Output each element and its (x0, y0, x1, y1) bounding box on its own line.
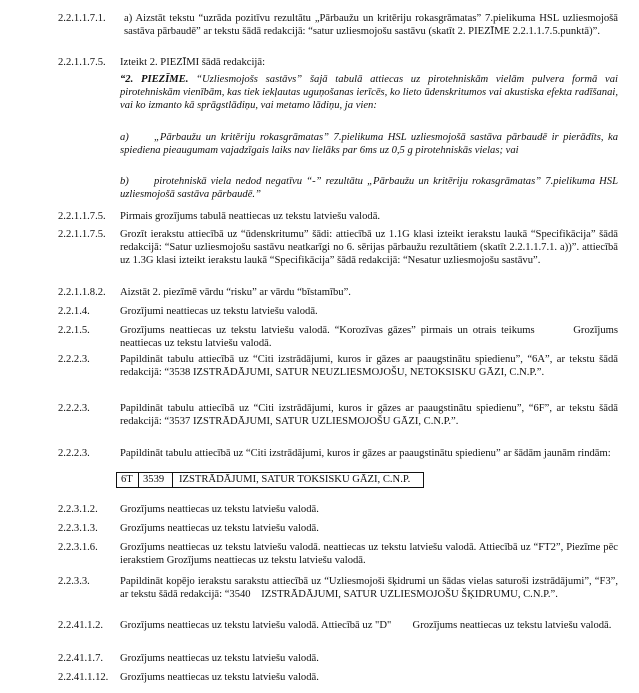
amendment-table-row (116, 472, 424, 488)
note-2-item-b (120, 175, 618, 201)
note-2-item-a (120, 131, 618, 157)
entry-text: Papildināt tabulu attiecībā uz “Citi izstrādājumi, kuros ir gāzes ar paaugstinātu spiedienu”, “6F”, ar tekstu šādā redakcijā: “3537 IZSTRĀDĀJUMI, SATUR UZLIESMOJOŠU GĀZI, C.N.P.”. (120, 403, 618, 427)
entry-number: 2.2.3.1.6. (58, 542, 98, 553)
entry-number: 2.2.1.1.8.2. (58, 287, 106, 298)
entry-number: 2.2.1.1.7.1. (58, 13, 106, 24)
entry-number: 2.2.2.3. (58, 448, 90, 459)
entry-number: 2.2.1.5. (58, 325, 90, 336)
entry-text: Papildināt kopējo ierakstu sarakstu attiecībā uz “Uzliesmojoši šķidrumi un šādas vielas saturoši izstrādājumi”, “F3”, ar tekstu šādā redakcijā: “3540 IZSTRĀDĀJUMI, SATUR UZLIESMOJOŠU ŠĶIDRUMU, C.N.P.”. (120, 576, 621, 600)
note-2-lead: “2. PIEZĪME. (120, 74, 189, 85)
note-2-item-a-label: a) (120, 132, 129, 143)
entry-text: Grozījums neattiecas uz tekstu latviešu valodā. (120, 523, 319, 534)
entry-text: Grozījums neattiecas uz tekstu latviešu valodā. Attiecībā uz "D" Grozījums neattiecas uz tekstu latviešu valodā. (120, 620, 612, 631)
entry-text: Aizstāt 2. piezīmē vārdu “risku” ar vārdu “bīstamību”. (120, 287, 351, 298)
entry-text: a) Aizstāt tekstu “uzrāda pozitīvu rezultātu „Pārbaužu un kritēriju rokasgrāmatas” 7.pielikuma HSL uzliesmojošā sastāva pārbaudē” ar tekstu šādā redakcijā: “satur uzliesmojošu sastāvu (skatīt 2. PIEZĪME 2.2.1.1.7.5.punktā)”. (124, 13, 618, 37)
note-2-item-a-text: „Pārbaužu un kritēriju rokasgrāmatas” 7.pielikuma HSL uzliesmojošā sastāva pārbaudē ir pierādīts, ka spiediena pieaugumam vajadzīgais laiks nav lielāks par 6ms uz 0,5 g pirotehniskās vielas; vai (120, 132, 618, 156)
note-2-paragraph (120, 73, 618, 112)
entry-number: 2.2.2.3. (58, 403, 90, 414)
table-cell-un-number: 3539 (139, 473, 173, 487)
entry-text: Grozījums neattiecas uz tekstu latviešu valodā. (120, 504, 319, 515)
entry-text: Grozījums neattiecas uz tekstu latviešu valodā. “Korozīvas gāzes” pirmais un otrais teikums Grozījums neattiecas uz tekstu latviešu valodā. (120, 325, 621, 349)
entry-text: Grozījumi neattiecas uz tekstu latviešu valodā. (120, 306, 318, 317)
entry-text: Papildināt tabulu attiecībā uz “Citi izstrādājumi, kuros ir gāzes ar paaugstinātu spiedienu” ar šādām jaunām rindām: (120, 448, 611, 459)
entry-number: 2.2.3.3. (58, 576, 90, 587)
entry-number: 2.2.41.1.12. (58, 672, 109, 683)
entry-text: Grozījums neattiecas uz tekstu latviešu valodā. (120, 672, 319, 683)
entry-text: Pirmais grozījums tabulā neattiecas uz tekstu latviešu valodā. (120, 211, 381, 222)
note-2-item-b-label: b) (120, 176, 129, 187)
note-2-body: “Uzliesmojošs sastāvs” šajā tabulā attiecas uz pirotehniskām vielām pulvera formā vai pirotehniskām vienībām, kas tiek iekļautas uguņošanas ierīcēs, ko lieto ūdenskritumos vai akustiska efekta radīšanai, vai ko izmanto kā sprāgstlādiņu, vai metamo lādiņu, ja vien: (120, 74, 618, 111)
note-2-item-b-text: pirotehniskā viela nedod negatīvu “-” rezultātu „Pārbaužu un kritēriju rokasgrāmatas” 7.pielikuma HSL uzliesmojošā sastāva pārbaudē.” (120, 176, 618, 200)
entry-text: Grozījums neattiecas uz tekstu latviešu valodā. (120, 653, 319, 664)
entry-number: 2.2.2.3. (58, 354, 90, 365)
entry-text: Grozīt ierakstu attiecībā uz “ūdenskritumu” šādi: attiecībā uz 1.1G klasi izteikt ierakstu laukā “Specifikācija” šādā redakcijā: “Satur uzliesmojošu sastāvu neatkarīgi no 6. sērijas pārbaužu rezultātiem (skatīt 2.2.1.1.7.1. a))”. attiecībā uz 1.3G klasi izteikt ierakstu laukā “Specifikācija” šādā redakcijā: “Nesatur uzliesmojošu sastāvu”. (120, 229, 618, 266)
table-cell-name: IZSTRĀDĀJUMI, SATUR TOKSISKU GĀZI, C.N.P. (179, 474, 411, 485)
entry-number: 2.2.3.1.3. (58, 523, 98, 534)
entry-number: 2.2.41.1.2. (58, 620, 104, 631)
entry-number: 2.2.3.1.2. (58, 504, 98, 515)
entry-number: 2.2.41.1.7. (58, 653, 104, 664)
table-cell-code: 6T (117, 473, 139, 487)
entry-number: 2.2.1.4. (58, 306, 90, 317)
entry-text: Papildināt tabulu attiecībā uz “Citi izstrādājumi, kuros ir gāzes ar paaugstinātu spiedienu”, “6A”, ar tekstu šādā redakcijā: “3538 IZSTRĀDĀJUMI, SATUR NEUZLIESMOJOŠU, NETOKSISKU GĀZI, C.N.P.”. (120, 354, 618, 378)
entry-number: 2.2.1.1.7.5. (58, 229, 106, 240)
entry-number: 2.2.1.1.7.5. (58, 57, 106, 68)
entry-number: 2.2.1.1.7.5. (58, 211, 106, 222)
entry-text: Izteikt 2. PIEZĪMI šādā redakcijā: (120, 57, 266, 68)
entry-text: Grozījums neattiecas uz tekstu latviešu valodā. neattiecas uz tekstu latviešu valodā. Attiecībā uz “FT2”, Piezīme pēc ierakstiem Grozījums neattiecas uz tekstu latviešu valodā. (120, 542, 618, 566)
